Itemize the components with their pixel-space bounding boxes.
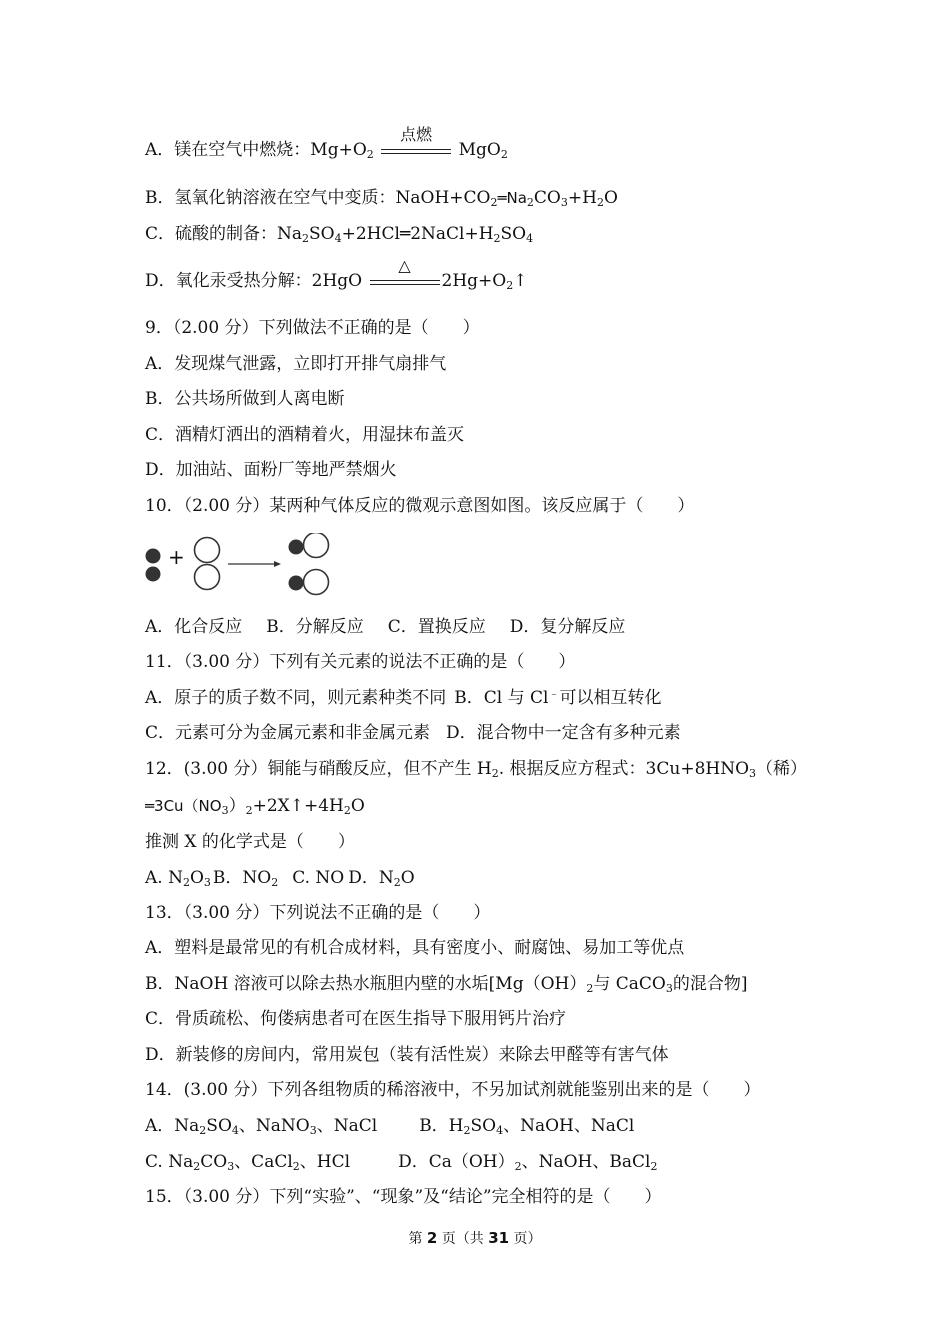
q8-option-c: C．硫酸的制备：$Na_2SO_4+2HCl═2NaCl+H_2SO_4$	[145, 224, 534, 245]
white-atom-bottom	[195, 565, 220, 590]
product2-white-atom	[304, 570, 329, 595]
product1-white-atom	[304, 533, 329, 558]
q14-option-c: C. $Na_2CO_3$、CaCl$_2$、HCl	[145, 1152, 351, 1173]
q13-option-a: A．塑料是最常见的有机合成材料，具有密度小、耐腐蚀、易加工等优点	[145, 938, 685, 958]
dark-atom-top	[146, 549, 161, 564]
q8-option-b: B．氢氧化钠溶液在空气中变质：$NaOH+CO_2═Na_2CO_3+H_2O$	[145, 188, 618, 209]
product2-dark-atom	[289, 576, 304, 591]
q12-stem-line3: 推测 X 的化学式是（ ）	[145, 832, 355, 852]
q11-option-b: B．Cl 与 Cl﹣可以相互转化	[454, 687, 662, 708]
plus-sign: +	[168, 545, 185, 569]
q14-option-b: B．$H_2SO_4$、NaOH、NaCl	[419, 1116, 635, 1137]
q11-stem: 11．（3.00 分）下列有关元素的说法不正确的是（ ）	[145, 652, 576, 672]
q9-option-b: B．公共场所做到人离电断	[145, 389, 345, 409]
q11-option-d: D．混合物中一定含有多种元素	[446, 723, 681, 743]
q11-options-cd	[145, 721, 681, 745]
q10-option-d: D．复分解反应	[509, 617, 626, 637]
page-footer: 第 2 页（共 31 页）	[408, 1229, 542, 1247]
q10-option-c: C．置换反应	[387, 617, 486, 637]
q10-stem: 10．（2.00 分）某两种气体反应的微观示意图如图。该反应属于（ ）	[145, 496, 695, 516]
total-page-number: 31	[488, 1229, 510, 1247]
q10-options	[145, 615, 625, 639]
q11-options-ab	[145, 686, 661, 710]
white-atom-top	[195, 538, 220, 563]
q12-options	[145, 866, 415, 890]
q8-option-a: A．镁在空气中燃烧：$Mg+O_2$ 点燃 MgO$_2$	[145, 124, 508, 161]
q9-option-a: A．发现煤气泄露，立即打开排气扇排气	[145, 354, 447, 374]
q12-stem-line1: 12．(3.00 分）铜能与硝酸反应，但不产生 $H_2$. 根据反应方程式：$3Cu+8HNO_3$（稀）	[145, 759, 808, 780]
q11-option-a: A．原子的质子数不同，则元素种类不同	[145, 688, 447, 708]
q10-option-a: A．化合反应	[145, 617, 243, 637]
dark-atom-bottom	[146, 567, 161, 582]
q9-option-d: D．加油站、面粉厂等地严禁烟火	[145, 460, 397, 480]
reaction-arrow-head	[274, 561, 281, 567]
q12-option-d: D．$N_2O$	[348, 868, 415, 889]
q14-option-a: A．$Na_2SO_4$、NaNO$_3$、NaCl	[145, 1116, 378, 1137]
q13-option-c: C．骨质疏松、佝偻病患者可在医生指导下服用钙片治疗	[145, 1009, 567, 1029]
q15-stem: 15．（3.00 分）下列“实验”、“现象”及“结论”完全相符的是（ ）	[145, 1187, 662, 1207]
q13-stem: 13．（3.00 分）下列说法不正确的是（ ）	[145, 903, 491, 923]
q12-option-b: B．$NO_2$	[212, 868, 279, 889]
q13-option-d: D．新装修的房间内，常用炭包（装有活性炭）来除去甲醛等有害气体	[145, 1045, 669, 1065]
q14-stem: 14．(3.00 分）下列各组物质的稀溶液中，不另加试剂就能鉴别出来的是（ ）	[145, 1080, 761, 1100]
product1-dark-atom	[289, 540, 304, 555]
q12-stem-line2: $═3Cu(NO_3)_2+2X↑+4H_2O$	[145, 796, 365, 817]
q14-options-cd	[145, 1150, 657, 1174]
reaction-condition-heat: △	[370, 274, 440, 290]
q9-stem: 9．（2.00 分）下列做法不正确的是（ ）	[145, 318, 480, 338]
q14-options-ab	[145, 1114, 634, 1138]
q14-option-d: D．$Ca(OH)_2$、NaOH、BaCl$_2$	[398, 1152, 658, 1173]
q8-option-d: D．氧化汞受热分解：2HgO △ $2Hg+O_2↑$	[145, 255, 528, 292]
q12-option-c: C. NO	[292, 868, 345, 888]
reaction-condition-ignite: 点燃	[381, 143, 451, 159]
q11-option-c: C．元素可分为金属元素和非金属元素	[145, 723, 431, 743]
q13-option-b: B．NaOH 溶液可以除去热水瓶胆内壁的水垢[$Mg(OH)_2$与 CaCO$_3$的混合物]	[145, 974, 748, 995]
q10-option-b: B．分解反应	[266, 617, 364, 637]
q12-option-a: A. $N_2O_3$	[145, 868, 211, 889]
reaction-micro-diagram	[140, 533, 340, 599]
q9-option-c: C．酒精灯洒出的酒精着火，用湿抹布盖灭	[145, 425, 465, 445]
current-page-number: 2	[426, 1229, 438, 1247]
